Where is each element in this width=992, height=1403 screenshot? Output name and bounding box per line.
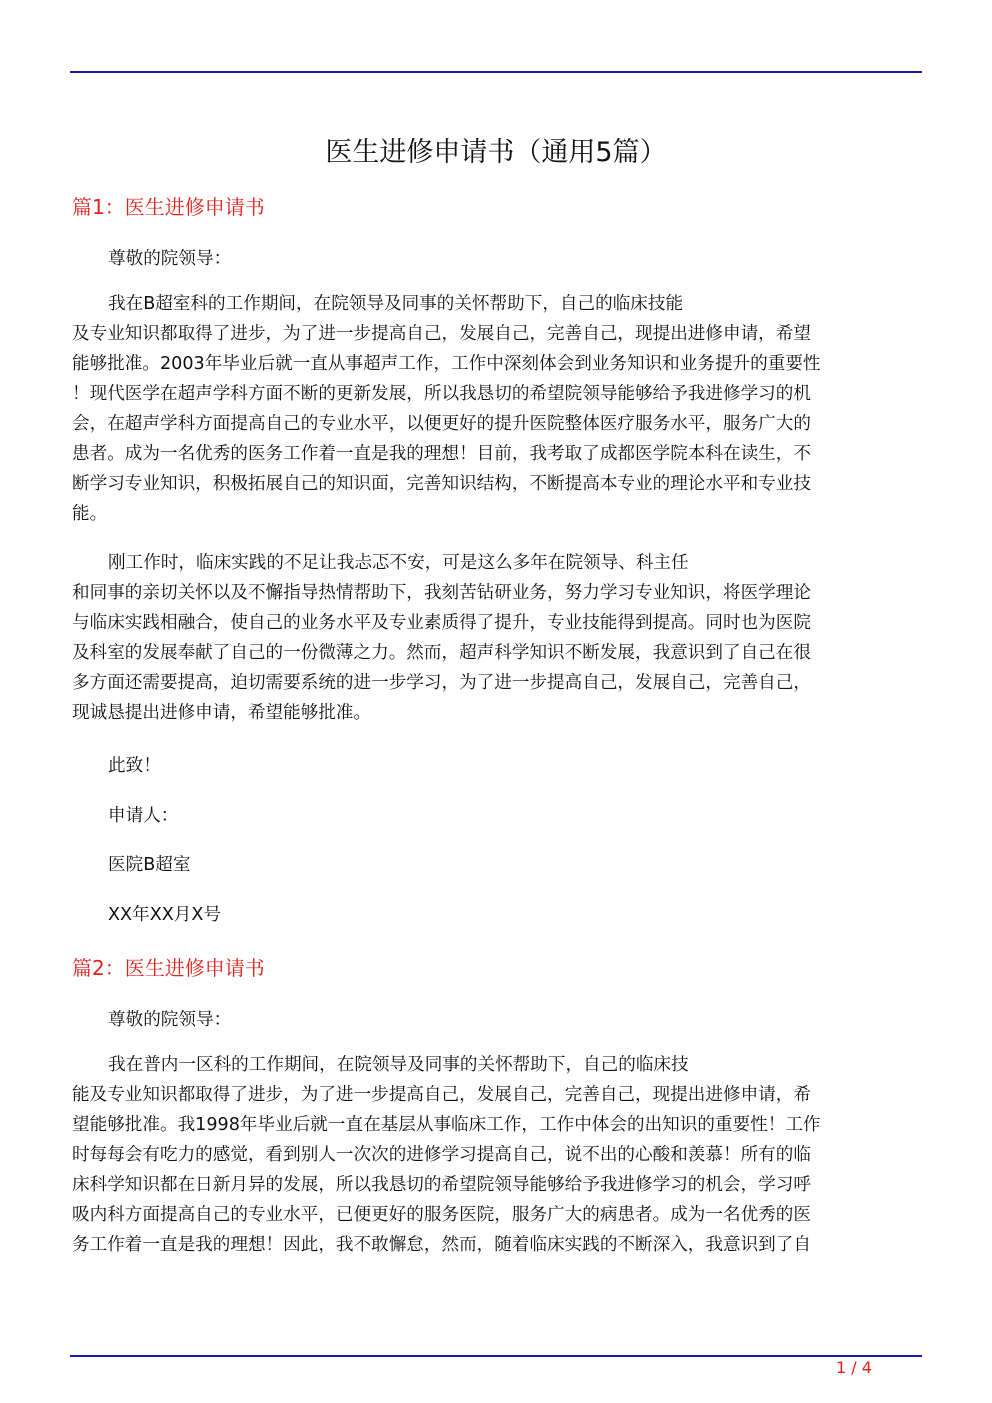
paragraph-line: 能及专业知识都取得了进步，为了进一步提高自己，发展自己，完善自己，现提出进修申请，希: [72, 1085, 811, 1105]
department: 医院B超室: [108, 855, 191, 875]
paragraph-line: 现诚恳提出进修申请，希望能够批准。: [72, 703, 372, 723]
page-number: 1 / 4: [836, 1358, 872, 1377]
closing: 此致！: [108, 756, 161, 776]
paragraph: [72, 289, 912, 529]
paragraph-line: 多方面还需要提高，迫切需要系统的进一步学习，为了进一步提高自己，发展自己，完善自己，: [72, 673, 811, 693]
paragraph: [72, 548, 912, 728]
salutation: 尊敬的院领导：: [108, 249, 232, 269]
paragraph-line: 能够批准。2003年毕业后就一直从事超声工作，工作中深刻体会到业务知识和业务提升的重要性: [72, 354, 821, 374]
date: XX年XX月X号: [108, 905, 222, 925]
paragraph-line: 断学习专业知识，积极拓展自己的知识面，完善知识结构，不断提高本专业的理论水平和专业技: [72, 474, 811, 494]
paragraph-line: 务工作着一直是我的理想！因此，我不敢懈怠，然而，随着临床实践的不断深入，我意识到了自: [72, 1235, 811, 1255]
paragraph-line: 和同事的亲切关怀以及不懈指导热情帮助下，我刻苦钻研业务，努力学习专业知识，将医学理论: [72, 583, 811, 603]
applicant-label: 申请人：: [108, 806, 179, 826]
paragraph-line: 时每每会有吃力的感觉，看到别人一次次的进修学习提高自己，说不出的心酸和羡慕！所有的临: [72, 1145, 811, 1165]
paragraph-line: 及专业知识都取得了进步，为了进一步提高自己，发展自己，完善自己，现提出进修申请，希望: [72, 324, 811, 344]
paragraph-line: 吸内科方面提高自己的专业水平，已便更好的服务医院，服务广大的病患者。成为一名优秀的医: [72, 1205, 811, 1225]
salutation: 尊敬的院领导：: [108, 1010, 232, 1030]
footer-rule: [70, 1355, 922, 1357]
paragraph-line: 患者。成为一名优秀的医务工作着一直是我的理想！目前，我考取了成都医学院本科在读生，不: [72, 444, 811, 464]
paragraph-line: 望能够批准。我1998年毕业后就一直在基层从事临床工作，工作中体会的出知识的重要性！工作: [72, 1115, 821, 1135]
header-rule: [70, 71, 922, 73]
paragraph-line: ！现代医学在超声学科方面不断的更新发展，所以我恳切的希望院领导能够给予我进修学习的机: [72, 384, 811, 404]
paragraph-line: 与临床实践相融合，使自己的业务水平及专业素质得了提升，专业技能得到提高。同时也为医院: [72, 613, 811, 633]
section-heading: 篇2：医生进修申请书: [72, 956, 265, 980]
document-title: 医生进修申请书（通用5篇）: [325, 137, 667, 168]
paragraph-line: 及科室的发展奉献了自己的一份微薄之力。然而，超声科学知识不断发展，我意识到了自己在很: [72, 643, 811, 663]
paragraph-line: 我在B超室科的工作期间，在院领导及同事的关怀帮助下，自己的临床技能: [108, 294, 684, 314]
section-heading: 篇1：医生进修申请书: [72, 195, 265, 219]
paragraph-line: 床科学知识都在日新月异的发展，所以我恳切的希望院领导能够给予我进修学习的机会，学习呼: [72, 1175, 811, 1195]
paragraph-line: 会，在超声学科方面提高自己的专业水平，以便更好的提升医院整体医疗服务水平，服务广大的: [72, 414, 811, 434]
paragraph-line: 刚工作时，临床实践的不足让我忐忑不安，可是这么多年在院领导、科主任: [108, 553, 689, 573]
paragraph-line: 我在普内一区科的工作期间，在院领导及同事的关怀帮助下，自己的临床技: [108, 1055, 689, 1075]
paragraph-line: 能。: [72, 504, 108, 524]
paragraph: [72, 1050, 912, 1260]
